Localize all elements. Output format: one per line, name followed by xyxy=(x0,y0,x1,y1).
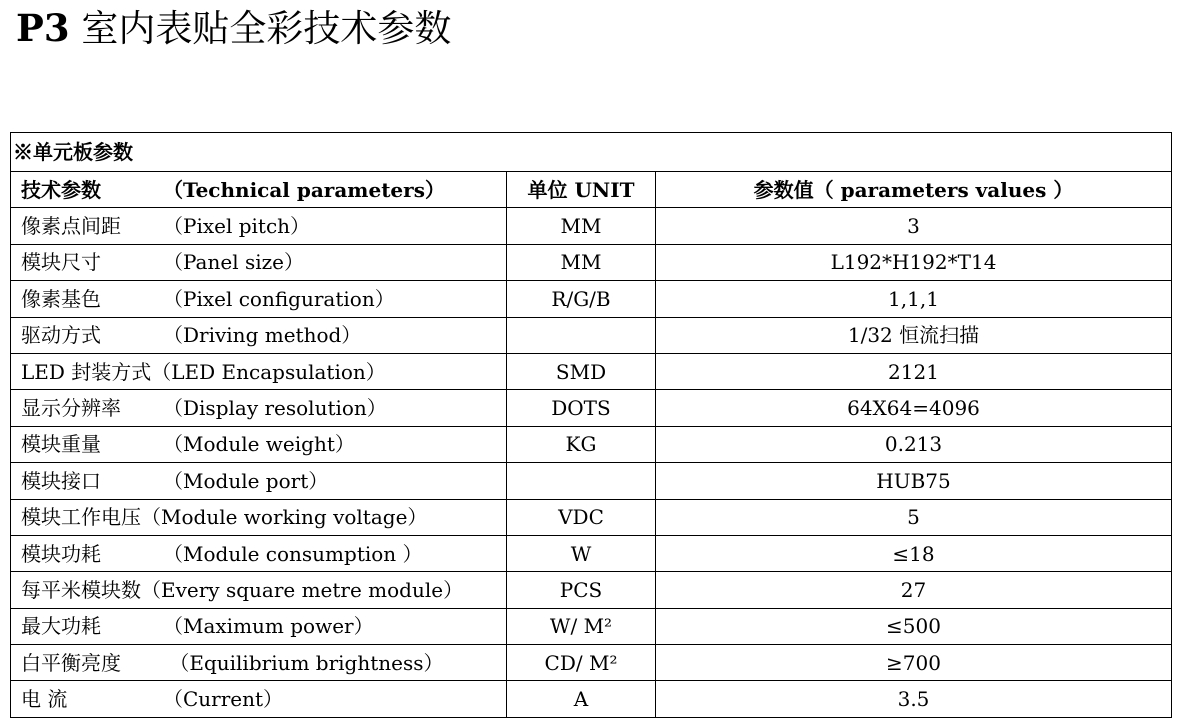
param-cell xyxy=(11,317,507,353)
unit-cell xyxy=(507,317,656,353)
header-param-cn: 技术参数 xyxy=(21,177,101,202)
header-param-cell xyxy=(11,172,507,208)
param-name-cn: 白平衡亮度 xyxy=(21,650,121,675)
param-cell xyxy=(11,572,507,608)
value-cell: 3.5 xyxy=(656,681,1172,717)
param-name-cn: 电 流 xyxy=(21,687,68,712)
param-cell xyxy=(11,353,507,389)
unit-cell: R/G/B xyxy=(507,281,656,317)
param-name-cn: LED 封装方式 xyxy=(21,359,152,384)
param-cell xyxy=(11,463,507,499)
unit-cell: CD/ M² xyxy=(507,645,656,681)
unit-cell: VDC xyxy=(507,499,656,535)
section-row xyxy=(11,133,1172,172)
table-row xyxy=(11,426,1172,462)
value-cell: 1,1,1 xyxy=(656,281,1172,317)
param-name-cn: 每平米模块数 xyxy=(21,577,141,602)
param-name-en: （Pixel configuration） xyxy=(163,286,395,311)
table-row xyxy=(11,608,1172,644)
unit-cell: A xyxy=(507,681,656,717)
value-cell: ≤500 xyxy=(656,608,1172,644)
value-cell: HUB75 xyxy=(656,463,1172,499)
header-param-en: （Technical parameters） xyxy=(163,177,445,202)
table-row xyxy=(11,499,1172,535)
param-cell xyxy=(11,390,507,426)
spec-table xyxy=(10,132,1172,718)
param-name-cn: 最大功耗 xyxy=(21,614,101,639)
param-cell xyxy=(11,608,507,644)
unit-cell: KG xyxy=(507,426,656,462)
unit-cell: SMD xyxy=(507,353,656,389)
table-row xyxy=(11,645,1172,681)
value-cell: 3 xyxy=(656,208,1172,244)
param-cell xyxy=(11,244,507,280)
param-name-en: （Pixel pitch） xyxy=(163,214,311,239)
param-name-cn: 像素基色 xyxy=(21,286,101,311)
table-row xyxy=(11,208,1172,244)
section-label: ※单元板参数 xyxy=(11,133,1172,172)
header-unit: 单位 UNIT xyxy=(507,172,656,208)
unit-cell: MM xyxy=(507,244,656,280)
param-cell xyxy=(11,426,507,462)
unit-cell: DOTS xyxy=(507,390,656,426)
value-cell: L192*H192*T14 xyxy=(656,244,1172,280)
title-model: P3 xyxy=(16,6,70,50)
param-name-cn: 显示分辨率 xyxy=(21,396,121,421)
param-name-en: （Current） xyxy=(163,687,284,712)
param-name-cn: 驱动方式 xyxy=(21,323,101,348)
param-name-cn: 像素点间距 xyxy=(21,214,121,239)
param-cell xyxy=(11,208,507,244)
param-name-cn: 模块工作电压 xyxy=(21,505,141,530)
table-row xyxy=(11,353,1172,389)
param-cell xyxy=(11,499,507,535)
unit-cell: PCS xyxy=(507,572,656,608)
param-name-cn: 模块重量 xyxy=(21,432,101,457)
spec-table-body xyxy=(11,133,1172,718)
param-cell xyxy=(11,645,507,681)
table-row xyxy=(11,463,1172,499)
value-cell: 0.213 xyxy=(656,426,1172,462)
param-name-cn: 模块接口 xyxy=(21,468,101,493)
unit-cell: MM xyxy=(507,208,656,244)
unit-cell xyxy=(507,463,656,499)
param-name-en: （LED Encapsulation） xyxy=(151,359,386,384)
param-cell xyxy=(11,681,507,717)
param-name-en: （Maximum power） xyxy=(163,614,374,639)
value-cell: 1/32 恒流扫描 xyxy=(656,317,1172,353)
param-name-cn: 模块尺寸 xyxy=(21,250,101,275)
param-name-en: （Panel size） xyxy=(163,250,304,275)
table-row xyxy=(11,317,1172,353)
param-name-en: （Display resolution） xyxy=(163,396,387,421)
table-row xyxy=(11,281,1172,317)
table-row xyxy=(11,390,1172,426)
param-name-en: （Every square metre module） xyxy=(141,577,464,602)
header-row xyxy=(11,172,1172,208)
table-row xyxy=(11,535,1172,571)
title-text: 室内表贴全彩技术参数 xyxy=(69,7,452,50)
header-value: 参数值（ parameters values ） xyxy=(656,172,1172,208)
value-cell: 64X64=4096 xyxy=(656,390,1172,426)
value-cell: 27 xyxy=(656,572,1172,608)
param-name-en: （Module consumption ） xyxy=(163,541,423,566)
param-name-en: （Module port） xyxy=(163,468,329,493)
value-cell: 2121 xyxy=(656,353,1172,389)
table-row xyxy=(11,244,1172,280)
param-cell xyxy=(11,281,507,317)
unit-cell: W/ M² xyxy=(507,608,656,644)
param-name-en: （Driving method） xyxy=(163,323,362,348)
value-cell: 5 xyxy=(656,499,1172,535)
param-name-en: （Equilibrium brightness） xyxy=(163,650,444,675)
document-title xyxy=(16,4,451,53)
param-name-cn: 模块功耗 xyxy=(21,541,101,566)
param-cell xyxy=(11,535,507,571)
table-row xyxy=(11,572,1172,608)
table-row xyxy=(11,681,1172,717)
value-cell: ≤18 xyxy=(656,535,1172,571)
value-cell: ≥700 xyxy=(656,645,1172,681)
param-name-en: （Module weight） xyxy=(163,432,355,457)
param-name-en: （Module working voltage） xyxy=(141,505,428,530)
unit-cell: W xyxy=(507,535,656,571)
